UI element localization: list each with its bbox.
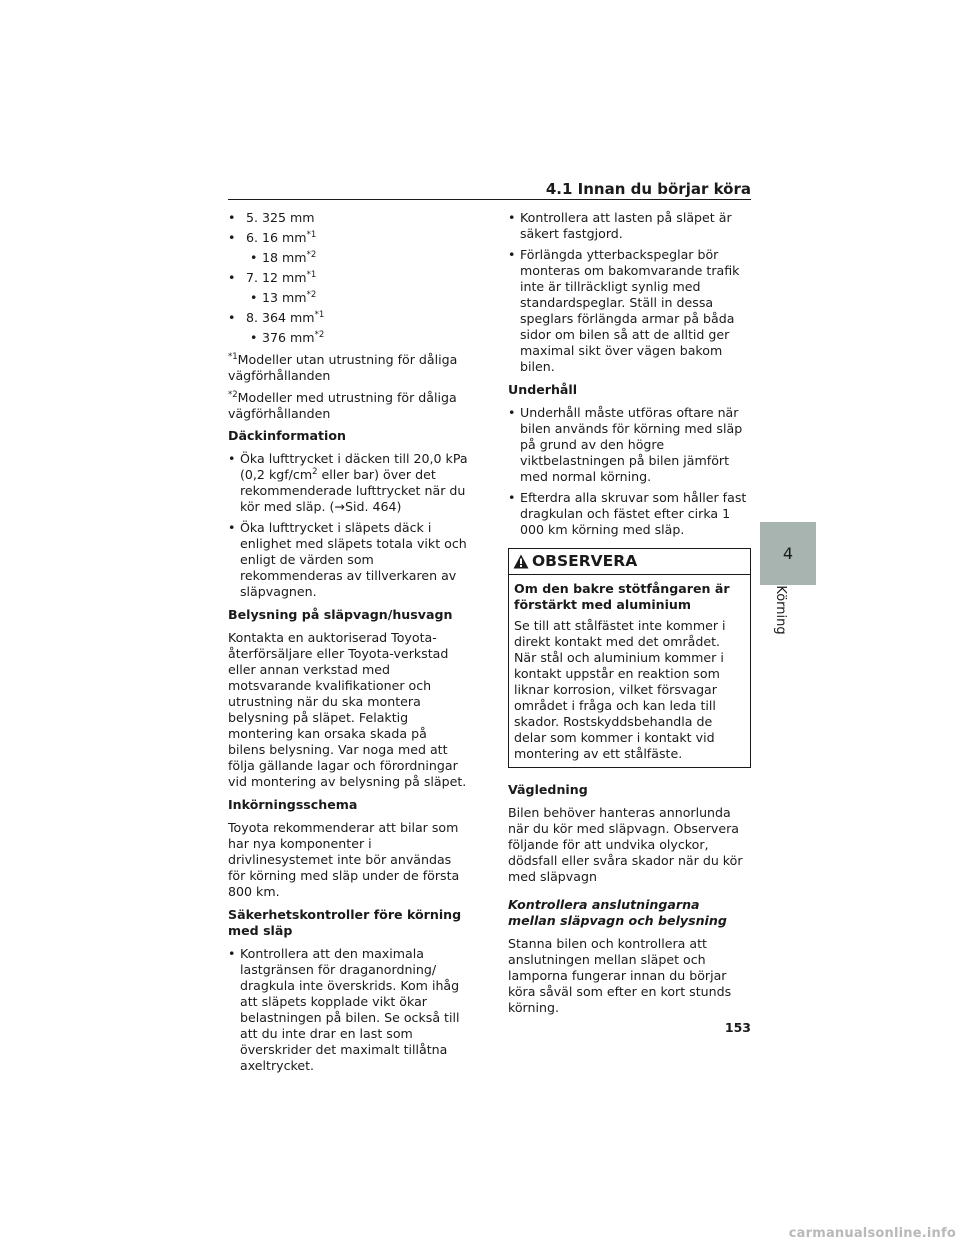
left-column [228, 210, 468, 1081]
list-item: • 376 $mm^{*2}$ [250, 330, 468, 346]
notice-title: OBSERVERA [532, 552, 638, 570]
footnote-1: $^{*1}$Modeller utan utrustning för dåliga vägförhållanden [228, 352, 458, 383]
page-number: 153 [724, 1020, 751, 1035]
list-item: • Underhåll måste utföras oftare när bilen används för körning med släp på grund av den högre viktbelastningen på bilen jämfört med normal körning. [508, 405, 751, 485]
maintenance-heading: Underhåll [508, 382, 578, 397]
lighting-heading: Belysning på släpvagn/husvagn [228, 607, 453, 622]
watermark: carmanualsonline.info [788, 1226, 956, 1241]
breakin-heading: Inkörningsschema [228, 797, 358, 812]
list-item: • Efterdra alla skruvar som håller fast dragkulan och fästet efter cirka 1 000 km körning med släp. [508, 490, 751, 538]
list-item: • Öka lufttrycket i däcken till 20,0 kPa (0,2 kgf/$cm^2$ eller bar) över det rekommenderade lufttrycket när du kör med släp. (→Sid. 464) [228, 451, 468, 515]
right-column [508, 210, 751, 1023]
notice-text: Se till att stålfästet inte kommer i direkt kontakt med det området. När stål och aluminium kommer i kontakt uppstår en reaktion som liknar korrosion, vilket försvagar området i fråga och kan leda till skador. Rostskyddsbehandla de delar som kommer i kontakt vid montering av ett stålfäste. [514, 618, 726, 761]
connections-heading: Kontrollera anslutningarna mellan släpvagn och belysning [508, 897, 727, 928]
list-item: • 7. 12 $mm^{*1}$ [228, 270, 468, 286]
safety-list-continued [508, 210, 751, 375]
notice-box [508, 548, 751, 768]
list-item: • 5. 325 mm [228, 210, 468, 226]
tire-heading: Däckinformation [228, 428, 346, 443]
tire-list [228, 451, 468, 600]
list-item: • Öka lufttrycket i släpets däck i enlighet med släpets totala vikt och enligt de värden som rekommenderas av tillverkaren av släpvagnen. [228, 520, 468, 600]
lighting-text: Kontakta en auktoriserad Toyota-återförsäljare eller Toyota-verkstad eller annan verkstad med motsvarande kvalifikationer och utrustning när du ska montera belysning på släpet. Felaktig montering kan orsaka skada på bilens belysning. Var noga med att följa gällande lagar och förordningar vid montering av belysning på släpet. [228, 630, 467, 789]
list-item: • Kontrollera att lasten på släpet är säkert fastgjord. [508, 210, 751, 242]
notice-body [509, 575, 750, 767]
footnote-2: $^{*2}$Modeller med utrustning för dåliga vägförhållanden [228, 390, 457, 421]
list-item: • 13 $mm^{*2}$ [250, 290, 468, 306]
measurement-list [228, 210, 468, 346]
page-header: 4.1 Innan du börjar köra [545, 180, 751, 198]
list-item: • 6. 16 $mm^{*1}$ [228, 230, 468, 246]
guidance-heading: Vägledning [508, 782, 588, 797]
list-item: • Kontrollera att den maximala lastgränsen för draganordning/ dragkula inte överskrids. Kom ihåg att släpets kopplade vikt ökar belastningen på bilen. Se också till att du inte drar en last som överskrider det maximalt tillåtna axeltrycket. [228, 946, 468, 1074]
warning-icon [513, 554, 529, 569]
connections-text: Stanna bilen och kontrollera att anslutningen mellan släpet och lamporna fungerar innan du börjar köra såväl som efter en kort stunds körning. [508, 936, 732, 1015]
safety-heading: Säkerhetskontroller före körning med släp [228, 907, 462, 938]
notice-header [509, 549, 750, 575]
breakin-text: Toyota rekommenderar att bilar som har nya komponenter i drivlinesystemet inte bör användas för körning med släp under de första 800 km. [228, 820, 460, 899]
list-item: • 8. 364 $mm^{*1}$ [228, 310, 468, 326]
chapter-number: 4 [782, 544, 794, 563]
header-rule [228, 199, 751, 200]
maintenance-list [508, 405, 751, 538]
guidance-text: Bilen behöver hanteras annorlunda när du kör med släpvagn. Observera följande för att undvika olyckor, dödsfall eller svåra skador när du kör med släpvagn [508, 805, 743, 884]
list-item: • Förlängda ytterbackspeglar bör monteras om bakomvarande trafik inte är tillräckligt synlig med standardspeglar. Ställ in dessa speglars förlängda armar på båda sidor om bilen så att de alltid ger maximal sikt över vägen bakom bilen. [508, 247, 751, 375]
notice-subheading: Om den bakre stötfångaren är förstärkt med aluminium [514, 581, 730, 612]
chapter-tab [760, 522, 816, 585]
safety-list [228, 946, 468, 1074]
list-item: • 18 $mm^{*2}$ [250, 250, 468, 266]
